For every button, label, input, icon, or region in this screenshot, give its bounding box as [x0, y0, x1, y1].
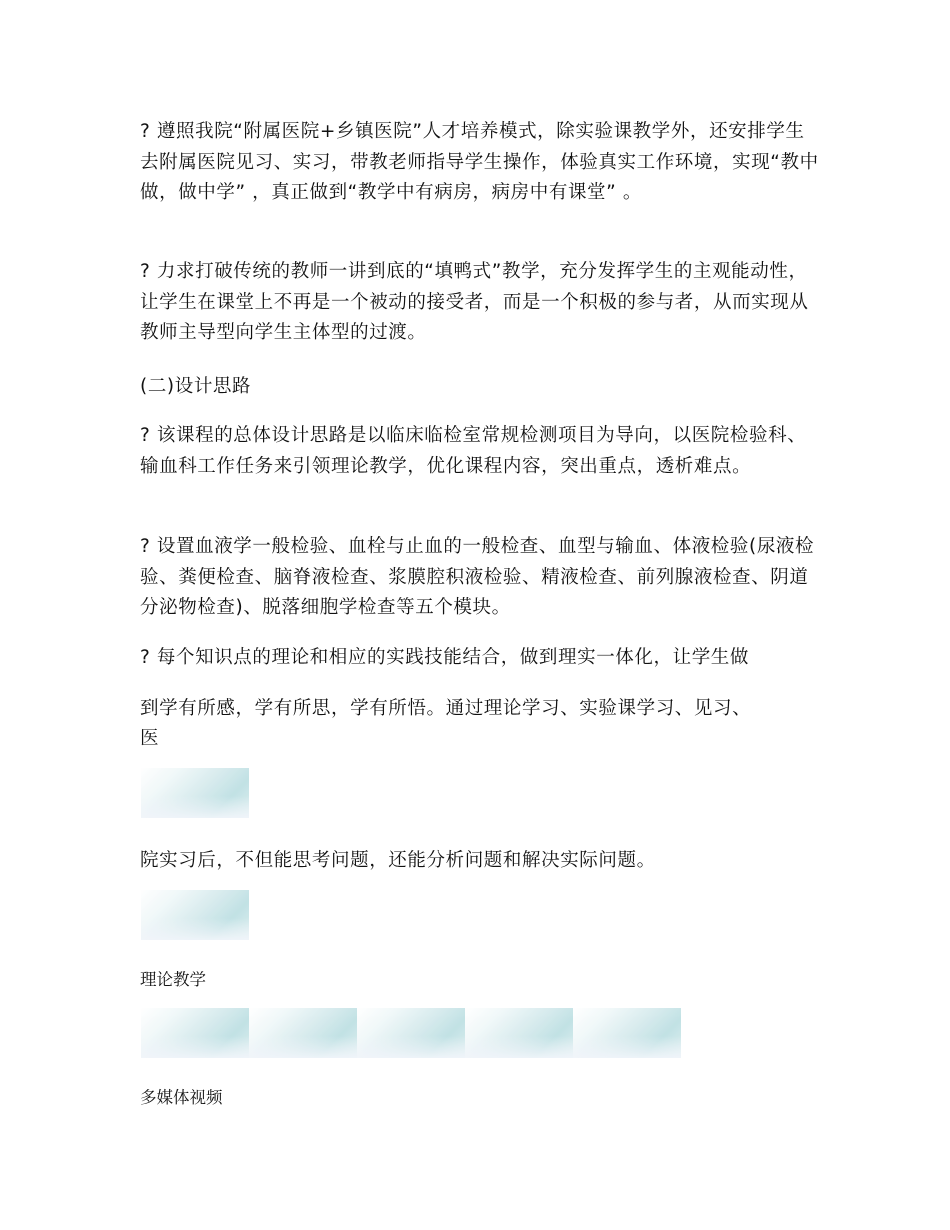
paragraph-integration-line-2: 到学有所感，学有所思，学有所悟。通过理论学习、实验课学习、见习、	[140, 698, 752, 719]
image-thumbnail	[141, 1008, 249, 1058]
image-placeholder	[141, 890, 249, 940]
image-thumbnail	[465, 1008, 573, 1058]
paragraph-teaching-reform: ? 力求打破传统的教师一讲到底的“填鸭式”教学，充分发挥学生的主观能动性，让学生在课堂上不再是一个被动的接受者，而是一个积极的参与者，从而实现从教师主导型向学生主体型的过渡。	[140, 261, 809, 343]
paragraph-integration-line-3: 医	[140, 728, 160, 749]
section-heading-design: (二)设计思路	[140, 376, 252, 397]
image-thumbnail	[573, 1008, 681, 1058]
caption-theory-teaching: 理论教学	[140, 970, 206, 989]
paragraph-integration-line-1: ? 每个知识点的理论和相应的实践技能结合，做到理实一体化，让学生做	[140, 647, 750, 668]
paragraph-training-model: ? 遵照我院“附属医院+乡镇医院”人才培养模式，除实验课教学外，还安排学生去附属医院见习、实习，带教老师指导学生操作，体验真实工作环境，实现“教中做，做中学” ，真正做到“教学中有病房，病房中有课堂” 。	[140, 121, 819, 203]
paragraph-modules: ? 设置血液学一般检验、血栓与止血的一般检查、血型与输血、体液检验(尿液检验、粪便检查、脑脊液检查、浆膜腔积液检验、精液检查、前列腺液检查、阴道分泌物检查)、脱落细胞学检查等五个模块。	[140, 536, 815, 618]
image-thumbnail	[357, 1008, 465, 1058]
caption-multimedia-video: 多媒体视频	[140, 1088, 223, 1107]
image-placeholder	[141, 768, 249, 818]
paragraph-integration-line-4: 院实习后，不但能思考问题，还能分析问题和解决实际问题。	[140, 850, 656, 871]
paragraph-design-idea: ? 该课程的总体设计思路是以临床临检室常规检测项目为导向，以医院检验科、输血科工作任务来引领理论教学，优化课程内容，突出重点，透析难点。	[140, 425, 807, 477]
image-thumbnail	[249, 1008, 357, 1058]
